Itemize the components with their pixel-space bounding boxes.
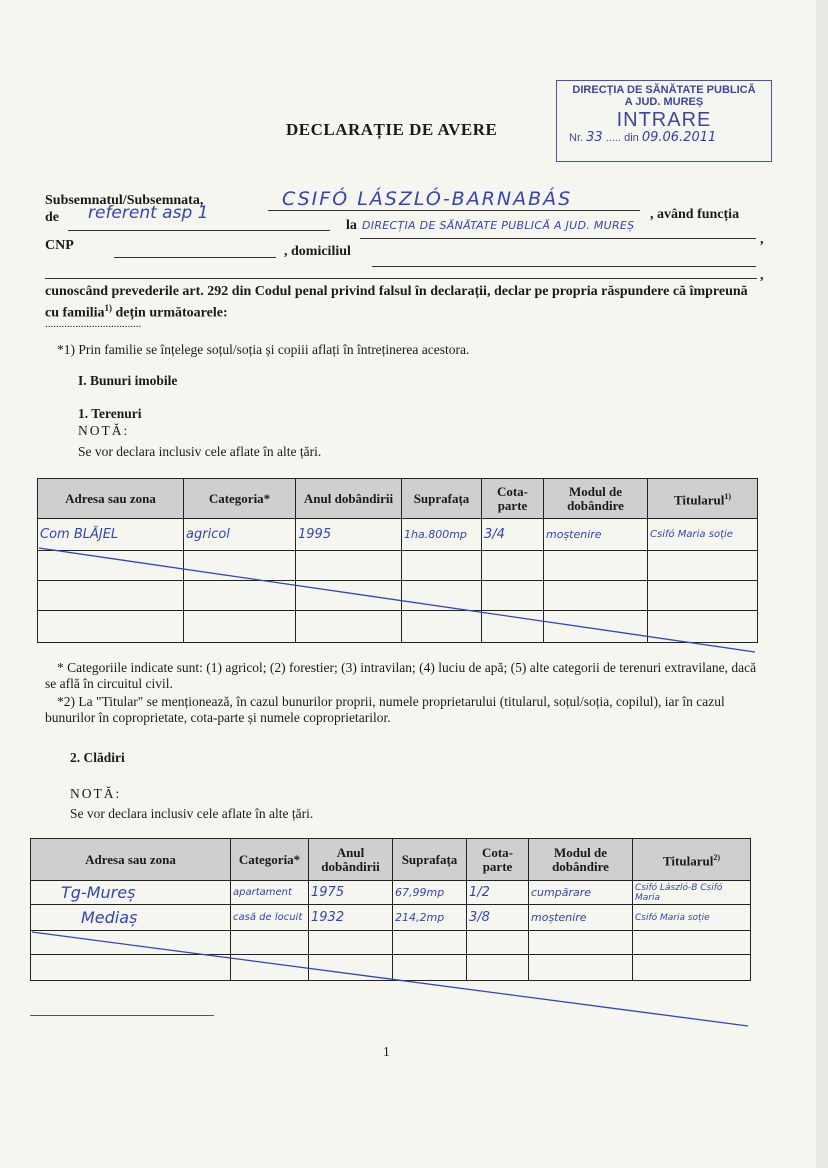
footnote-separator xyxy=(30,1015,214,1016)
document-page: DIRECȚIA DE SĂNĂTATE PUBLICĂ A JUD. MUREȘ INTRARE Nr. 33 ..... din 09.06.2011 DECLARAȚIE DE AVERE Subsemnatul/Subsemnata, CSIFÓ LÁSZLÓ-BARNABÁS , având funcția de referent asp 1 la DIRECȚIA DE SĂNĂTATE PUBLICĂ A JUD. MUREȘ , CNP , domiciliul , cunoscând prevederile art. 292 din Codul penal privind falsul în declarații, declar pe propria răspundere că împreună cu familia$^{1)}$ dețin următoarele: ................................... *1) Prin familie se înțelege soțul/soția și copiii aflați în întreținerea acestora. I. Bunuri imobile 1. Terenuri NOTĂ: Se vor declara inclusiv cele aflate în alte țări. Adresa sau zona Categoria* Anul dobândirii Suprafața Cota-parte Modul de dobândire Titularul$^{1)}$ Com BLĂJEL agricol 1995 1ha.800mp 3/4 moștenire Csifó Maria soție * Categoriile indicate sunt: (1) agricol; (2) forestier; (3) intravilan; (4) luciu de apă; (5) alte categorii de terenuri extravilane, dacă se află în circuitul civil. *2) La "Titular" se menționează, în cazul bunurilor proprii, numele proprietarului (titularul, soțul/soția, copilul), iar în cazul bunurilor în coproprietate, cota-parte și numele coproprietarilor. 2. Clădiri NOTĂ: Se vor declara inclusiv cele aflate în alte țări. Adresa sau zona Categoria* Anul dobândirii Suprafața Cota-parte Modul de dobândire Titularul$^{2)}$ Tg-Mureș apartament 1975 67,99mp 1/2 cumpărare Csifó László-B Csifó Maria Mediaș casă de locuit 1932 214,2mp 3/8 moștenire Csifó Maria soție 1 xyxy=(0,0,816,1168)
cnp-label: CNP xyxy=(45,238,74,253)
cell-anul: 1975 xyxy=(309,881,393,905)
header-modul: Modul de dobândire xyxy=(529,839,633,881)
institution-value: DIRECȚIA DE SĂNĂTATE PUBLICĂ A JUD. MUREȘ xyxy=(362,219,635,232)
la-label: la xyxy=(346,218,357,233)
stamp-line-3: INTRARE xyxy=(616,109,712,131)
strike-through-line-2 xyxy=(30,928,750,1028)
nota-text-2: Se vor declara inclusiv cele aflate în alte țări. xyxy=(70,806,314,821)
titular-footnote: *2) La "Titular" se menționează, în cazul bunurilor proprii, numele proprietarului (titularul, soțul/soția, copilul), iar în cazul bunurilor în coproprietate, cota-parte și numele coproprietarilor. xyxy=(45,694,725,725)
table-row xyxy=(31,881,751,905)
function-value: referent asp 1 xyxy=(88,203,209,223)
cell-suprafata: 214,2mp xyxy=(393,905,467,931)
table-header-row xyxy=(31,839,751,881)
cell-categoria: apartament xyxy=(231,881,309,905)
avand-functia-label: , având funcția xyxy=(650,207,740,222)
cell-categoria: agricol xyxy=(184,519,296,551)
nota-label-1: NOTĂ: xyxy=(78,423,130,438)
header-anul: Anul dobândirii xyxy=(296,479,402,519)
domiciliul-label: , domiciliul xyxy=(284,244,351,259)
header-cota: Cota-parte xyxy=(482,479,544,519)
intro-paragraph: cunoscând prevederile art. 292 din Codul penal privind falsul în declarații, declar pe propria răspundere că împreună cu familia$^{1)}$ dețin următoarele: xyxy=(45,284,748,321)
cell-titular: Csifó Maria soție xyxy=(648,519,758,551)
cell-modul: moștenire xyxy=(544,519,648,551)
cell-suprafata: 67,99mp xyxy=(393,881,467,905)
header-modul: Modul de dobândire xyxy=(544,479,648,519)
cell-suprafata: 1ha.800mp xyxy=(402,519,482,551)
header-categoria: Categoria* xyxy=(184,479,296,519)
stamp-nr-value: 33 xyxy=(586,130,603,145)
cell-adresa: Com BLĂJEL xyxy=(38,519,184,551)
cell-anul: 1995 xyxy=(296,519,402,551)
stamp-line-2: A JUD. MUREȘ xyxy=(624,96,704,108)
section-1-heading: I. Bunuri imobile xyxy=(78,373,178,388)
cell-adresa: Tg-Mureș xyxy=(31,881,231,905)
stamp-din-label: din xyxy=(624,132,639,144)
cell-modul: moștenire xyxy=(529,905,633,931)
table-row xyxy=(31,905,751,931)
categorii-footnote: * Categoriile indicate sunt: (1) agricol; (2) forestier; (3) intravilan; (4) luciu de apă; (5) alte categorii de terenuri extravilane, dacă se află în circuitul civil. xyxy=(45,660,757,691)
header-cota: Cota-parte xyxy=(467,839,529,881)
declarant-name: CSIFÓ LÁSZLÓ-BARNABÁS xyxy=(282,188,573,210)
family-footnote: *1) Prin familie se înțelege soțul/soția și copiii aflați în întreținerea acestora. xyxy=(57,342,470,357)
dots-line: ................................... xyxy=(45,318,142,330)
cladiri-heading: 2. Clădiri xyxy=(70,750,125,765)
de-label: de xyxy=(45,210,59,225)
header-titularul: Titularul$^{2)}$ xyxy=(633,839,751,881)
stamp-number-line: Nr. 33 ..... din 09.06.2011 xyxy=(569,130,717,145)
header-adresa: Adresa sau zona xyxy=(31,839,231,881)
cell-categoria: casă de locuit xyxy=(231,905,309,931)
cell-cota: 3/4 xyxy=(482,519,544,551)
table-header-row xyxy=(38,479,758,519)
nota-label-2: NOTĂ: xyxy=(70,786,122,801)
nota-text-1: Se vor declara inclusiv cele aflate în alte țări. xyxy=(78,444,322,459)
cell-modul: cumpărare xyxy=(529,881,633,905)
stamp-date-value: 09.06.2011 xyxy=(641,130,717,145)
header-suprafata: Suprafața xyxy=(393,839,467,881)
subsemnatul-label: Subsemnatul/Subsemnata, xyxy=(45,193,204,208)
stamp-nr-label: Nr. xyxy=(569,132,584,144)
cell-cota: 1/2 xyxy=(467,881,529,905)
registration-stamp xyxy=(556,80,772,162)
page-title: DECLARAȚIE DE AVERE xyxy=(286,120,498,139)
strike-through-line-1 xyxy=(37,540,757,660)
page-number: 1 xyxy=(383,1044,390,1059)
cell-cota: 3/8 xyxy=(467,905,529,931)
header-adresa: Adresa sau zona xyxy=(38,479,184,519)
cell-titular: Csifó László-B Csifó Maria xyxy=(633,881,751,905)
stamp-line-1: DIRECȚIA DE SĂNĂTATE PUBLICĂ xyxy=(572,84,756,96)
cell-anul: 1932 xyxy=(309,905,393,931)
header-titularul: Titularul$^{1)}$ xyxy=(648,479,758,519)
header-anul: Anul dobândirii xyxy=(309,839,393,881)
cell-adresa: Mediaș xyxy=(31,905,231,931)
cell-titular: Csifó Maria soție xyxy=(633,905,751,931)
header-categoria: Categoria* xyxy=(231,839,309,881)
terenuri-heading: 1. Terenuri xyxy=(78,406,142,421)
header-suprafata: Suprafața xyxy=(402,479,482,519)
